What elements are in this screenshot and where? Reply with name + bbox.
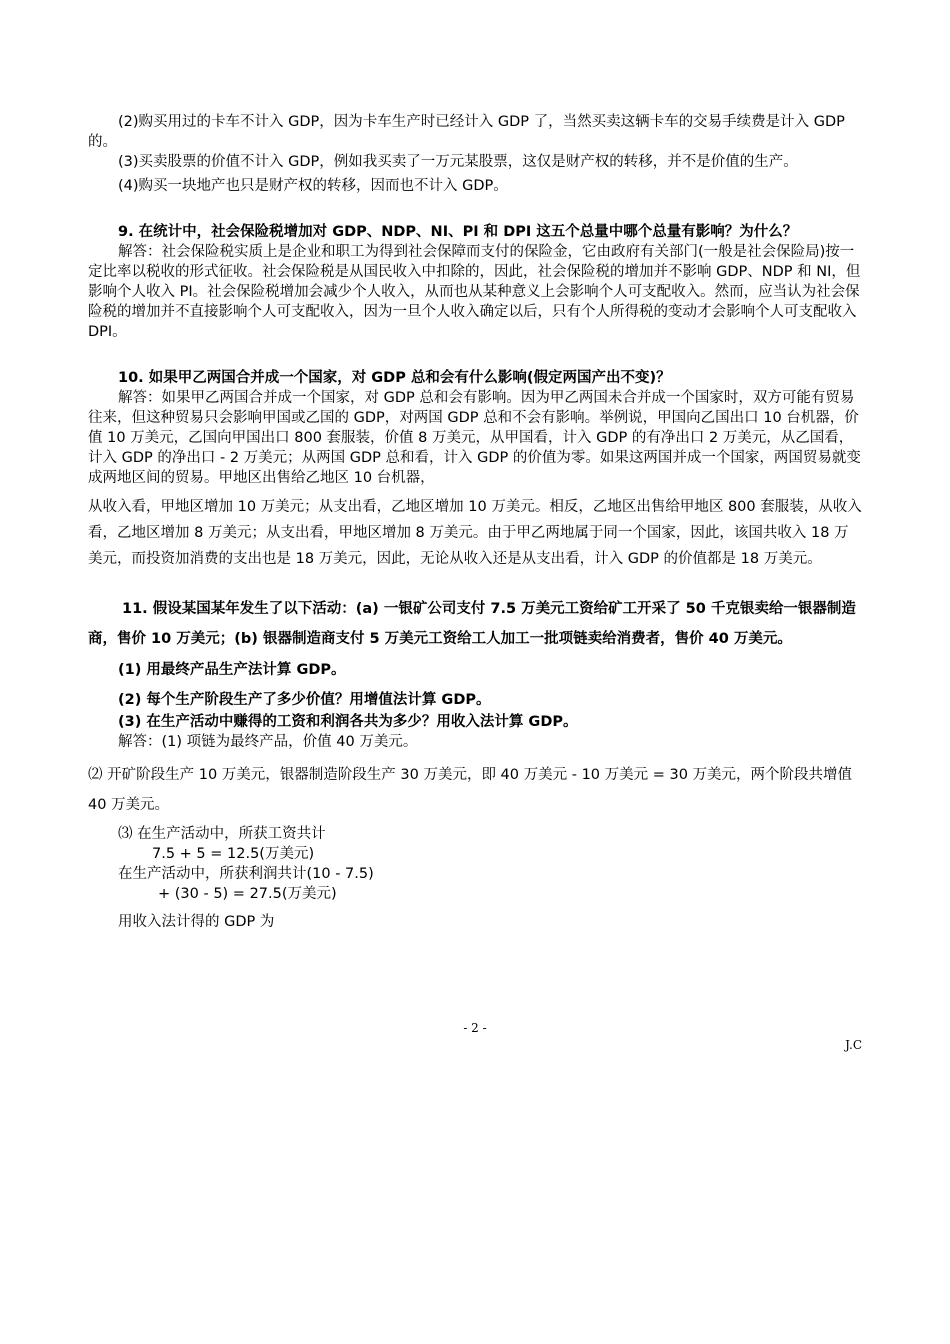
question11-answer3-line5: 用收入法计得的 GDP 为 [118, 914, 275, 930]
question11-answer3-line3: 在生产活动中，所获利润共计(10 - 7.5) [118, 866, 374, 882]
question11-answer3-line1: ⑶ 在生产活动中，所获工资共计 [118, 826, 326, 842]
page-number: - 2 - [463, 1021, 487, 1035]
question11-answer2: ⑵ 开矿阶段生产 10 万美元，银器制造阶段生产 30 万美元，即 40 万美元 - 10 万美元 = 30 万美元，两个阶段共增值 40 万美元。 [88, 767, 853, 813]
question11-answer3-line4: + (30 - 5) = 27.5(万美元) [158, 886, 337, 902]
question11-answer3-line2: 7.5 + 5 = 12.5(万美元) [152, 846, 315, 862]
question9-title: 9. 在统计中，社会保险税增加对 GDP、NDP、NI、PI 和 DPI 这五个总量中哪个总量有影响？为什么？ [118, 224, 798, 240]
question9-answer: 解答：社会保险税实质上是企业和职工为得到社会保障而支付的保险金，它由政府有关部门(一般是社会保险局)按一定比率以税收的形式征收。社会保险税是从国民收入中扣除的，因此，社会保险税的增加并不影响 GDP、NDP 和 NI，但影响个人收入 PI。社会保险税增加会减少个人收入，从而也从某种意义上会影响个人可支配收入。然而，应当认为社会保险税的增加并不直接影响个人可支配收入，因为一旦个人收入确定以后，只有个人所得税的变动才会影响个人可支配收入 DPI。 [88, 244, 861, 340]
question11-sub1: (1) 用最终产品生产法计算 GDP。 [118, 662, 346, 678]
footer-initials: J.C [845, 1038, 862, 1052]
answer8-item3: (3)买卖股票的价值不计入 GDP，例如我买卖了一万元某股票，这仅是财产权的转移，并不是价值的生产。 [118, 154, 798, 170]
question11-title: 11. 假设某国某年发生了以下活动：(a) 一银矿公司支付 7.5 万美元工资给矿工开采了 50 千克银卖给一银器制造商，售价 10 万美元；(b) 银器制造商支付 5 万美元工资给工人加工一批项链卖给消费者，售价 40 万美元。 [88, 601, 856, 647]
question11-answer1: 解答：(1) 项链为最终产品，价值 40 万美元。 [118, 734, 418, 750]
document-body [88, 112, 863, 932]
question10-answer-part1: 解答：如果甲乙两国合并成一个国家，对 GDP 总和会有影响。因为甲乙两国未合并成一个国家时，双方可能有贸易往来，但这种贸易只会影响甲国或乙国的 GDP，对两国 GDP 总和不会有影响。举例说，甲国向乙国出口 10 台机器，价值 10 万美元，乙国向甲国出口 800 套服装，价值 8 万美元，从甲国看，计入 GDP 的有净出口 2 万美元，从乙国看，计入 GDP 的净出口 - 2 万美元；从两国 GDP 总和看，计入 GDP 的价值为零。如果这两国并成一个国家，两国贸易就变成两地区间的贸易。甲地区出售给乙地区 10 台机器， [88, 390, 861, 486]
question10-title: 10. 如果甲乙两国合并成一个国家，对 GDP 总和会有什么影响(假定两国产出不变)？ [118, 370, 671, 386]
answer8-item4: (4)购买一块地产也只是财产权的转移，因而也不计入 GDP。 [118, 178, 508, 194]
question10-answer-part2: 从收入看，甲地区增加 10 万美元；从支出看，乙地区增加 10 万美元。相反，乙地区出售给甲地区 800 套服装，从收入看，乙地区增加 8 万美元；从支出看，甲地区增加 8 万美元。由于甲乙两地属于同一个国家，因此，该国共收入 18 万美元，而投资加消费的支出也是 18 万美元，因此，无论从收入还是从支出看，计入 GDP 的价值都是 18 万美元。 [88, 499, 862, 567]
question11-sub3: (3) 在生产活动中赚得的工资和利润各共为多少？用收入法计算 GDP。 [118, 714, 578, 730]
question11-sub2: (2) 每个生产阶段生产了多少价值？用增值法计算 GDP。 [118, 692, 491, 708]
answer8-item2: (2)购买用过的卡车不计入 GDP，因为卡车生产时已经计入 GDP 了，当然买卖这辆卡车的交易手续费是计入 GDP 的。 [88, 114, 845, 150]
